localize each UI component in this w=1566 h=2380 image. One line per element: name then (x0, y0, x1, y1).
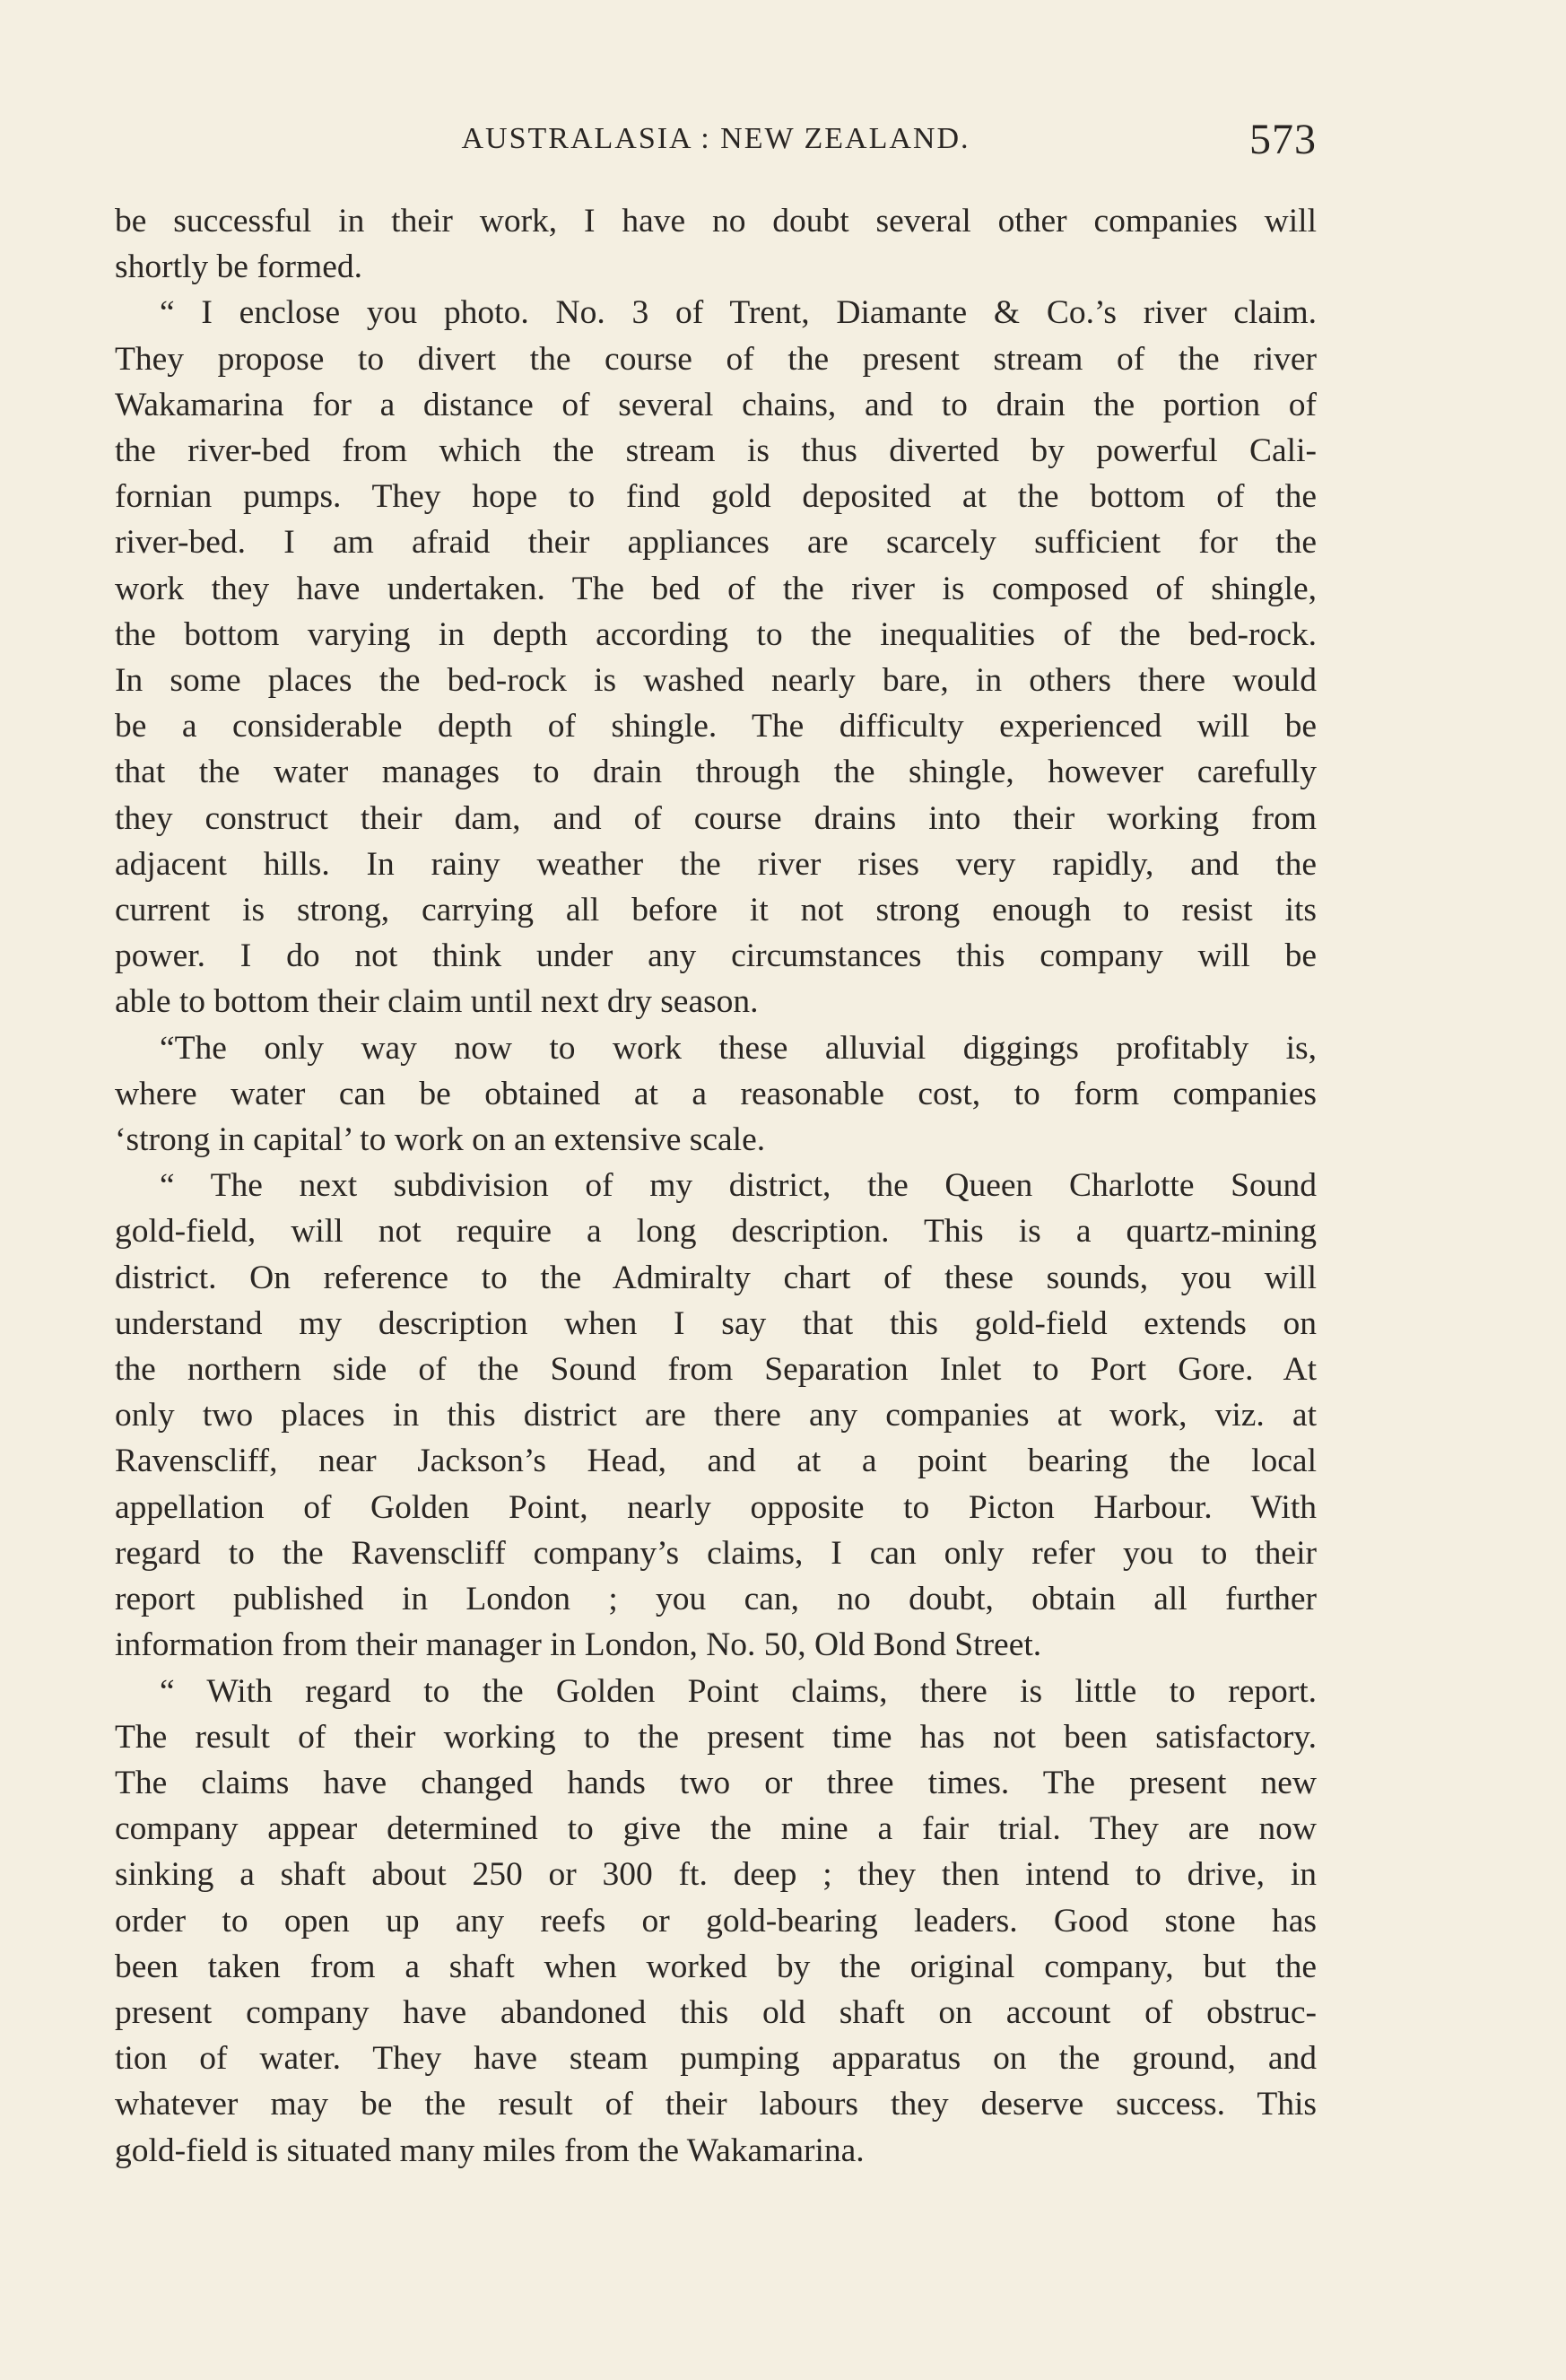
text-line: The claims have changed hands two or three times. The present new (115, 1764, 1317, 1801)
text-line: “The only way now to work these alluvial diggings profitably is, (160, 1029, 1317, 1067)
page-header (115, 115, 1317, 169)
text-line: ‘strong in capital’ to work on an extensive scale. (115, 1121, 766, 1159)
text-line: information from their manager in London, No. 50, Old Bond Street. (115, 1626, 1042, 1664)
text-line: be successful in their work, I have no doubt several other companies will (115, 203, 1317, 240)
text-line: tion of water. They have steam pumping apparatus on the ground, and (115, 2040, 1317, 2078)
text-line: company appear determined to give the mine a fair trial. They are now (115, 1810, 1317, 1848)
text-line: Wakamarina for a distance of several chains, and to drain the portion of (115, 386, 1317, 423)
text-line: whatever may be the result of their labours they deserve success. This (115, 2086, 1317, 2123)
text-line: gold-field, will not require a long description. This is a quartz-mining (115, 1213, 1317, 1251)
text-line: power. I do not think under any circumstances this company will be (115, 937, 1317, 975)
text-line: In some places the bed-rock is washed nearly bare, in others there would (115, 662, 1317, 700)
text-line: report published in London ; you can, no doubt, obtain all further (115, 1581, 1317, 1618)
text-line: understand my description when I say that this gold-field extends on (115, 1304, 1317, 1342)
text-line: the bottom varying in depth according to the inequalities of the bed-rock. (115, 615, 1317, 653)
text-line: gold-field is situated many miles from the Wakamarina. (115, 2132, 865, 2169)
text-line: present company have abandoned this old shaft on account of obstruc- (115, 1993, 1317, 2031)
text-line: Ravenscliff, near Jackson’s Head, and at a point bearing the local (115, 1443, 1317, 1480)
text-line: the river-bed from which the stream is thus diverted by powerful Cali- (115, 432, 1317, 470)
text-line: current is strong, carrying all before it not strong enough to resist its (115, 892, 1317, 929)
text-line: shortly be formed. (115, 248, 362, 286)
text-line: “ I enclose you photo. No. 3 of Trent, Diamante & Co.’s river claim. (160, 294, 1317, 332)
text-line: be a considerable depth of shingle. The difficulty experienced will be (115, 708, 1317, 745)
text-line: district. On reference to the Admiralty chart of these sounds, you will (115, 1259, 1317, 1296)
text-line: adjacent hills. In rainy weather the river rises very rapidly, and the (115, 845, 1317, 883)
text-line: able to bottom their claim until next dry season. (115, 983, 759, 1021)
body-text (115, 198, 1317, 2174)
text-line: “ The next subdivision of my district, the Queen Charlotte Sound (160, 1167, 1317, 1205)
text-line: where water can be obtained at a reasonable cost, to form companies (115, 1075, 1317, 1112)
text-line: sinking a shaft about 250 or 300 ft. deep ; they then intend to drive, in (115, 1856, 1317, 1894)
text-line: only two places in this district are there any companies at work, viz. at (115, 1397, 1317, 1434)
text-line: appellation of Golden Point, nearly opposite to Picton Harbour. With (115, 1488, 1317, 1526)
text-line: river-bed. I am afraid their appliances are scarcely sufficient for the (115, 524, 1317, 562)
text-line: been taken from a shaft when worked by the original company, but the (115, 1948, 1317, 1985)
text-line: “ With regard to the Golden Point claims, there is little to report. (160, 1672, 1317, 1710)
text-line: order to open up any reefs or gold-bearing leaders. Good stone has (115, 1902, 1317, 1940)
text-line: they construct their dam, and of course drains into their working from (115, 799, 1317, 837)
page-number: 573 (1249, 116, 1317, 163)
text-line: the northern side of the Sound from Separation Inlet to Port Gore. At (115, 1351, 1317, 1389)
text-line: The result of their working to the present time has not been satisfactory. (115, 1718, 1317, 1756)
text-line: regard to the Ravenscliff company’s claims, I can only refer you to their (115, 1534, 1317, 1572)
text-line: fornian pumps. They hope to find gold deposited at the bottom of the (115, 478, 1317, 516)
text-line: that the water manages to drain through the shingle, however carefully (115, 754, 1317, 791)
text-line: They propose to divert the course of the present stream of the river (115, 340, 1317, 378)
running-head: AUSTRALASIA : NEW ZEALAND. (461, 122, 970, 155)
text-line: work they have undertaken. The bed of the river is composed of shingle, (115, 570, 1317, 607)
